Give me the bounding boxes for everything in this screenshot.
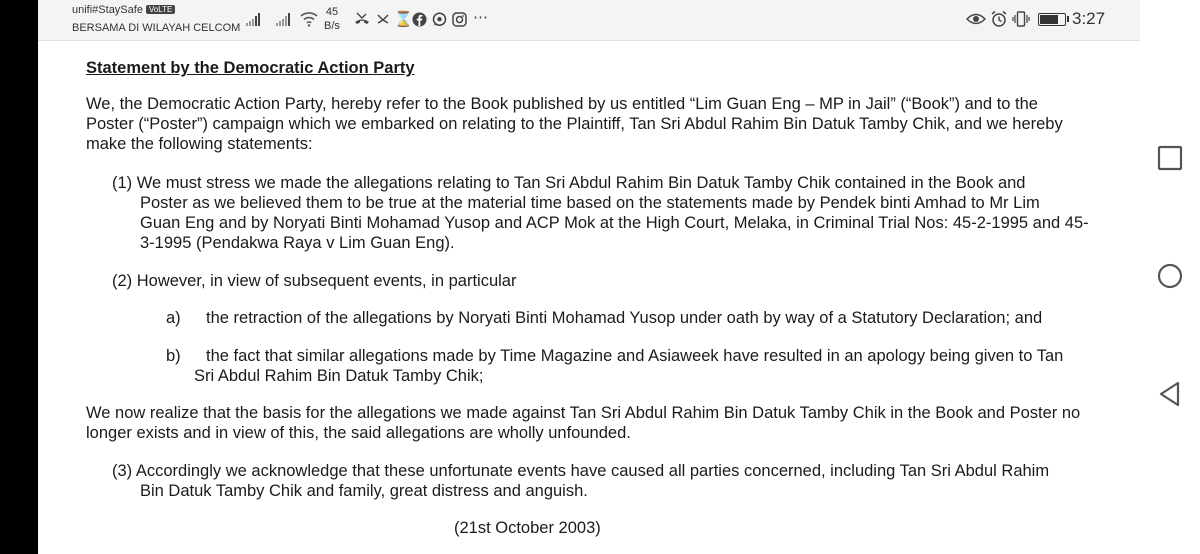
statement-date: (21st October 2003) xyxy=(454,519,601,537)
point-1-line: 3-1995 (Pendakwa Raya v Lim Guan Eng). xyxy=(140,234,455,252)
point-1-line: (1) We must stress we made the allegations relating to Tan Sri Abdul Rahim Bin Datuk Tamby Chik contained in the Book and xyxy=(112,174,1026,192)
signal-icon xyxy=(246,12,260,26)
sub-item-b-line: the fact that similar allegations made by Time Magazine and Asiaweek have resulted in an apology being given to Tan xyxy=(206,347,1064,365)
network-speed xyxy=(324,5,340,33)
battery-tip xyxy=(1067,16,1069,22)
point-3-line: Bin Datuk Tamby Chik and family, great distress and anguish. xyxy=(140,482,588,500)
realization-line: longer exists and in view of this, the said allegations are wholly unfounded. xyxy=(86,424,631,442)
network-speed-value: 45 xyxy=(325,6,339,18)
intro-line: make the following statements: xyxy=(86,135,313,153)
eye-icon xyxy=(966,12,986,26)
instagram-icon xyxy=(452,12,467,27)
wifi-icon xyxy=(300,11,318,27)
clock: 3:27 xyxy=(1072,9,1106,28)
sub-item-b-line: Sri Abdul Rahim Bin Datuk Tamby Chik; xyxy=(194,367,484,385)
carrier-line2: BERSAMA DI WILAYAH CELCOM xyxy=(72,22,241,34)
realization-line: We now realize that the basis for the allegations we made against Tan Sri Abdul Rahim Bin Datuk Tamby Chik in the Book and Poster no xyxy=(86,404,1081,422)
point-1-line: Poster as we believed them to be true at the material time based on the statements made by Pendek binti Amhad to Mr Lim xyxy=(140,194,1040,212)
volte-badge: VoLTE xyxy=(146,5,175,14)
sub-item-a-label: a) xyxy=(166,309,181,327)
intro-line: We, the Democratic Action Party, hereby refer to the Book published by us entitled “Lim Guan Eng – MP in Jail” (“Book”) and to the xyxy=(86,95,1038,113)
alarm-icon xyxy=(990,10,1008,28)
carrier-line1: unifi#StaySafe xyxy=(72,4,143,16)
sub-item-b-label: b) xyxy=(166,347,181,365)
screen-bezel xyxy=(0,0,38,554)
facebook-icon xyxy=(412,12,427,27)
battery-level xyxy=(1040,15,1058,24)
point-1-line: Guan Eng and by Noryati Binti Mohamad Yusop and ACP Mok at the High Court, Melaka, in Criminal Trial Nos: 45-2-1995 and 45- xyxy=(140,214,1089,232)
document-title: Statement by the Democratic Action Party xyxy=(86,59,415,77)
hourglass-icon: ⌛ xyxy=(394,11,413,28)
point-3-line: (3) Accordingly we acknowledge that these unfortunate events have caused all parties concerned, including Tan Sri Abdul Rahim xyxy=(112,462,1050,480)
missed-call-icon xyxy=(354,12,370,26)
no-sync-icon xyxy=(375,12,391,26)
battery-icon xyxy=(1038,13,1066,26)
home-button[interactable] xyxy=(1156,262,1184,290)
intro-line: Poster (“Poster”) campaign which we embarked on relating to the Plaintiff, Tan Sri Abdul Rahim Bin Datuk Tamby Chik, and we hereby xyxy=(86,115,1063,133)
signal-icon xyxy=(276,12,290,26)
recent-apps-button[interactable] xyxy=(1156,144,1184,172)
vibrate-icon xyxy=(1012,11,1030,27)
status-bar xyxy=(38,0,1140,41)
point-2: (2) However, in view of subsequent events, in particular xyxy=(112,272,517,290)
sub-item-a: the retraction of the allegations by Noryati Binti Mohamad Yusop under oath by way of a Statutory Declaration; and xyxy=(206,309,1043,327)
navigation-bar xyxy=(1140,0,1200,554)
document-page xyxy=(38,41,1140,554)
more-icon: ⋯ xyxy=(473,9,488,26)
whatsapp-icon xyxy=(432,12,447,27)
network-speed-unit: B/s xyxy=(324,20,340,32)
back-button[interactable] xyxy=(1156,380,1184,408)
carrier-name xyxy=(72,4,175,16)
